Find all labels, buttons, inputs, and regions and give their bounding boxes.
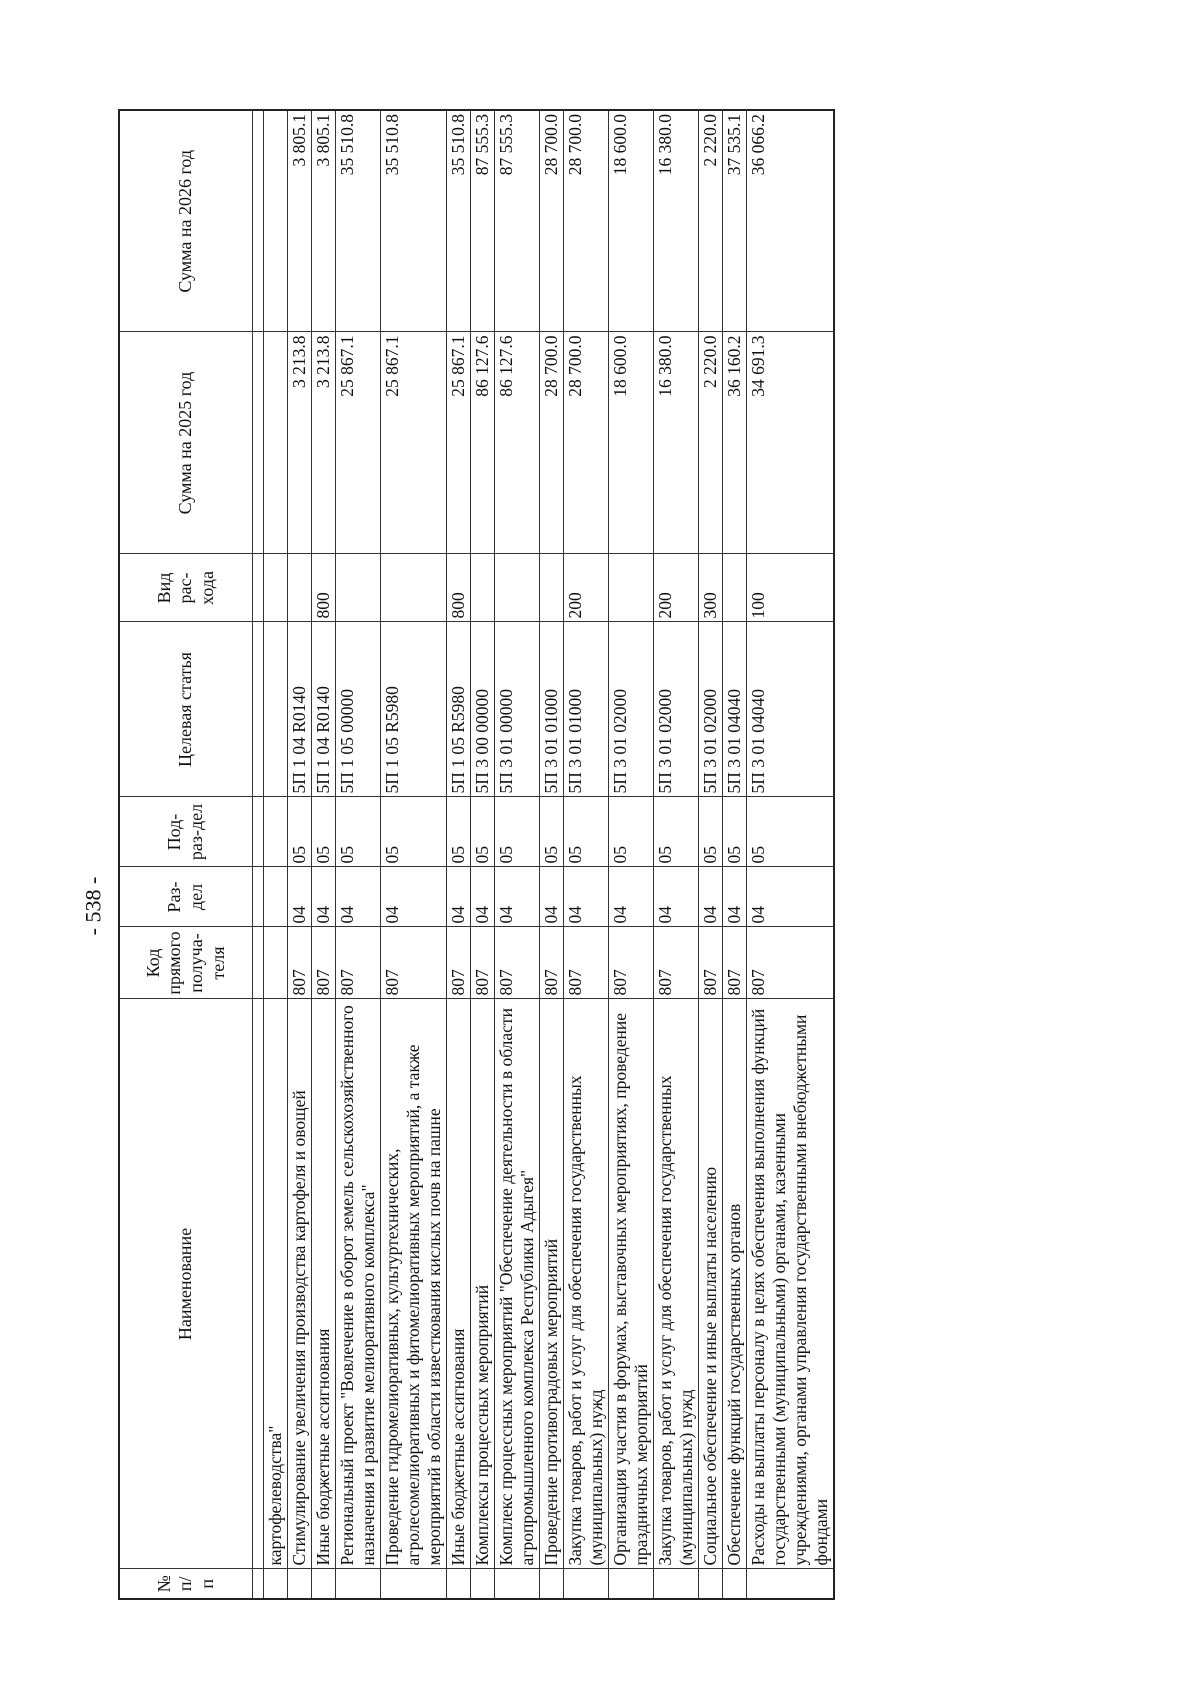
row-name-cell: Стимулирование увеличения производства картофеля и овощей: [288, 999, 312, 1569]
row-sum-2025-cell: 36 160.2: [723, 332, 747, 554]
row-sum-2025-cell: 3 213.8: [312, 332, 336, 554]
row-target-cell: 5П 1 04 R0140: [288, 622, 312, 797]
row-target-cell: 5П 3 01 00000: [495, 622, 540, 797]
row-subsection-cell: 05: [312, 797, 336, 867]
row-sum-2026-cell: 28 700.0: [540, 110, 564, 332]
row-sum-2025-cell: 28 700.0: [540, 332, 564, 554]
row-sum-2026-cell: 35 510.8: [381, 110, 447, 332]
table-row: [540, 110, 564, 1599]
row-subsection-cell: 05: [495, 797, 540, 867]
header-section: Раз-дел: [119, 867, 253, 927]
row-recipient-cell: 807: [540, 927, 564, 999]
row-recipient-cell: 807: [723, 927, 747, 999]
row-name-cell: Организация участия в форумах, выставочных мероприятиях, проведение праздничных мероприятий: [609, 999, 654, 1569]
row-target-cell: 5П 3 01 02000: [609, 622, 654, 797]
row-number-cell: [654, 1569, 699, 1599]
row-section-cell: 04: [564, 867, 609, 927]
row-number-cell: [723, 1569, 747, 1599]
row-subsection-cell: 05: [747, 797, 835, 867]
row-kind-cell: [540, 554, 564, 622]
row-sum-2025-cell: 16 380.0: [654, 332, 699, 554]
row-subsection-cell: 05: [654, 797, 699, 867]
row-sum-2026-cell: 16 380.0: [654, 110, 699, 332]
row-sum-2026-cell: 3 805.1: [312, 110, 336, 332]
table-row: [381, 110, 447, 1599]
row-number-cell: [747, 1569, 835, 1599]
row-kind-cell: [336, 554, 381, 622]
row-sum-2026-cell: 37 535.1: [723, 110, 747, 332]
row-subsection-cell: 05: [564, 797, 609, 867]
row-name-cell: Проведение противоградовых мероприятий: [540, 999, 564, 1569]
row-subsection-cell: 05: [471, 797, 495, 867]
row-sum-2025-cell: 2 220.0: [699, 332, 723, 554]
table-row: [564, 110, 609, 1599]
budget-table: [118, 109, 835, 1600]
row-number-cell: [336, 1569, 381, 1599]
row-name-cell: Обеспечение функций государственных органов: [723, 999, 747, 1569]
row-number-cell: [609, 1569, 654, 1599]
row-target-cell: 5П 3 01 04040: [747, 622, 835, 797]
table-row: [747, 110, 835, 1599]
row-target-cell: 5П 3 01 02000: [699, 622, 723, 797]
row-name-cell: Иные бюджетные ассигнования: [447, 999, 471, 1569]
table-row: [471, 110, 495, 1599]
row-sum-2025-cell: 3 213.8: [288, 332, 312, 554]
row-name-cell: Комплексы процессных мероприятий: [471, 999, 495, 1569]
row-sum-2026-cell: [264, 110, 288, 332]
row-number-cell: [495, 1569, 540, 1599]
row-sum-2026-cell: 87 555.3: [495, 110, 540, 332]
row-kind-cell: 800: [447, 554, 471, 622]
row-section-cell: 04: [609, 867, 654, 927]
row-recipient-cell: 807: [336, 927, 381, 999]
row-section-cell: 04: [312, 867, 336, 927]
row-subsection-cell: 05: [381, 797, 447, 867]
table-row: [495, 110, 540, 1599]
table-row: [336, 110, 381, 1599]
row-name-cell: картофелеводства": [264, 999, 288, 1569]
row-sum-2026-cell: 2 220.0: [699, 110, 723, 332]
row-name-cell: Закупка товаров, работ и услуг для обеспечения государственных (муниципальных) нужд: [654, 999, 699, 1569]
row-section-cell: 04: [540, 867, 564, 927]
row-kind-cell: [723, 554, 747, 622]
row-section-cell: 04: [336, 867, 381, 927]
row-recipient-cell: 807: [609, 927, 654, 999]
table-row: [723, 110, 747, 1599]
row-name-cell: Проведение гидромелиоративных, культуртехнических, агролесомелиоративных и фитомелиоративных мероприятий, а также мероприятий в области известкования кислых почв на пашне: [381, 999, 447, 1569]
row-target-cell: 5П 3 01 02000: [654, 622, 699, 797]
header-name: Наименование: [119, 999, 253, 1569]
row-subsection-cell: 05: [288, 797, 312, 867]
row-name-cell: Региональный проект "Вовлечение в оборот земель сельскохозяйственного назначения и развитие мелиоративного комплекса": [336, 999, 381, 1569]
table-row: [264, 110, 288, 1599]
row-recipient-cell: 807: [447, 927, 471, 999]
row-number-cell: [381, 1569, 447, 1599]
row-number-cell: [264, 1569, 288, 1599]
row-number-cell: [699, 1569, 723, 1599]
row-recipient-cell: 807: [654, 927, 699, 999]
table-row: [654, 110, 699, 1599]
row-kind-cell: [471, 554, 495, 622]
row-target-cell: 5П 3 01 01000: [540, 622, 564, 797]
row-target-cell: 5П 1 04 R0140: [312, 622, 336, 797]
row-subsection-cell: 05: [447, 797, 471, 867]
row-section-cell: 04: [654, 867, 699, 927]
row-sum-2025-cell: 18 600.0: [609, 332, 654, 554]
row-kind-cell: 200: [564, 554, 609, 622]
table-row: [288, 110, 312, 1599]
row-subsection-cell: 05: [336, 797, 381, 867]
row-target-cell: 5П 3 01 01000: [564, 622, 609, 797]
row-kind-cell: [381, 554, 447, 622]
table-row: [447, 110, 471, 1599]
row-kind-cell: [288, 554, 312, 622]
row-kind-cell: 800: [312, 554, 336, 622]
row-target-cell: 5П 1 05 00000: [336, 622, 381, 797]
row-subsection-cell: 05: [723, 797, 747, 867]
header-sum-2025: Сумма на 2025 год: [119, 332, 253, 554]
row-recipient-cell: 807: [747, 927, 835, 999]
row-sum-2026-cell: 35 510.8: [336, 110, 381, 332]
row-target-cell: 5П 3 00 00000: [471, 622, 495, 797]
row-section-cell: 04: [699, 867, 723, 927]
row-recipient-cell: 807: [471, 927, 495, 999]
row-number-cell: [288, 1569, 312, 1599]
header-subsection: Под-раз-дел: [119, 797, 253, 867]
row-kind-cell: [495, 554, 540, 622]
row-subsection-cell: 05: [609, 797, 654, 867]
table-spacer-row: [253, 110, 264, 1599]
header-number: № п/п: [119, 1569, 253, 1599]
row-name-cell: Иные бюджетные ассигнования: [312, 999, 336, 1569]
row-name-cell: Комплекс процессных мероприятий "Обеспечение деятельности в области агропромышленного комплекса Республики Адыгея": [495, 999, 540, 1569]
row-sum-2025-cell: 25 867.1: [381, 332, 447, 554]
budget-table-frame: [118, 111, 1108, 1600]
row-target-cell: 5П 1 05 R5980: [447, 622, 471, 797]
row-recipient-cell: [264, 927, 288, 999]
row-sum-2026-cell: 28 700.0: [564, 110, 609, 332]
row-target-cell: [264, 622, 288, 797]
row-sum-2026-cell: 87 555.3: [471, 110, 495, 332]
table-header: [119, 110, 253, 1599]
page-number: - 538 -: [80, 876, 105, 936]
row-recipient-cell: 807: [312, 927, 336, 999]
row-target-cell: 5П 3 01 04040: [723, 622, 747, 797]
table-row: [699, 110, 723, 1599]
row-sum-2025-cell: 25 867.1: [447, 332, 471, 554]
row-name-cell: Социальное обеспечение и иные выплаты населению: [699, 999, 723, 1569]
row-kind-cell: 100: [747, 554, 835, 622]
row-sum-2026-cell: 18 600.0: [609, 110, 654, 332]
row-section-cell: [264, 867, 288, 927]
row-kind-cell: [609, 554, 654, 622]
row-sum-2026-cell: 35 510.8: [447, 110, 471, 332]
row-sum-2025-cell: 28 700.0: [564, 332, 609, 554]
row-recipient-cell: 807: [699, 927, 723, 999]
row-recipient-cell: 807: [564, 927, 609, 999]
row-recipient-cell: 807: [381, 927, 447, 999]
row-number-cell: [564, 1569, 609, 1599]
row-section-cell: 04: [495, 867, 540, 927]
header-sum-2026: Сумма на 2026 год: [119, 110, 253, 332]
row-section-cell: 04: [381, 867, 447, 927]
row-name-cell: Закупка товаров, работ и услуг для обеспечения государственных (муниципальных) нужд: [564, 999, 609, 1569]
row-number-cell: [471, 1569, 495, 1599]
row-name-cell: Расходы на выплаты персоналу в целях обеспечения выполнения функций государственными (муниципальными) органами, казенными учреждениями, органами управления государственными внебюджетными фондами: [747, 999, 835, 1569]
row-sum-2025-cell: 34 691.3: [747, 332, 835, 554]
header-target-article: Целевая статья: [119, 622, 253, 797]
row-sum-2025-cell: [264, 332, 288, 554]
table-row: [312, 110, 336, 1599]
row-section-cell: 04: [747, 867, 835, 927]
row-kind-cell: [264, 554, 288, 622]
header-recipient-code: Код прямого получа-теля: [119, 927, 253, 999]
row-number-cell: [312, 1569, 336, 1599]
row-sum-2026-cell: 3 805.1: [288, 110, 312, 332]
row-target-cell: 5П 1 05 R5980: [381, 622, 447, 797]
row-sum-2026-cell: 36 066.2: [747, 110, 835, 332]
row-sum-2025-cell: 25 867.1: [336, 332, 381, 554]
row-section-cell: 04: [471, 867, 495, 927]
header-expense-kind: Вид рас-хода: [119, 554, 253, 622]
row-section-cell: 04: [288, 867, 312, 927]
row-kind-cell: 200: [654, 554, 699, 622]
row-sum-2025-cell: 86 127.6: [495, 332, 540, 554]
row-recipient-cell: 807: [495, 927, 540, 999]
row-kind-cell: 300: [699, 554, 723, 622]
row-section-cell: 04: [447, 867, 471, 927]
row-number-cell: [540, 1569, 564, 1599]
row-number-cell: [447, 1569, 471, 1599]
row-subsection-cell: [264, 797, 288, 867]
row-section-cell: 04: [723, 867, 747, 927]
table-row: [609, 110, 654, 1599]
row-sum-2025-cell: 86 127.6: [471, 332, 495, 554]
row-subsection-cell: 05: [540, 797, 564, 867]
row-recipient-cell: 807: [288, 927, 312, 999]
row-subsection-cell: 05: [699, 797, 723, 867]
